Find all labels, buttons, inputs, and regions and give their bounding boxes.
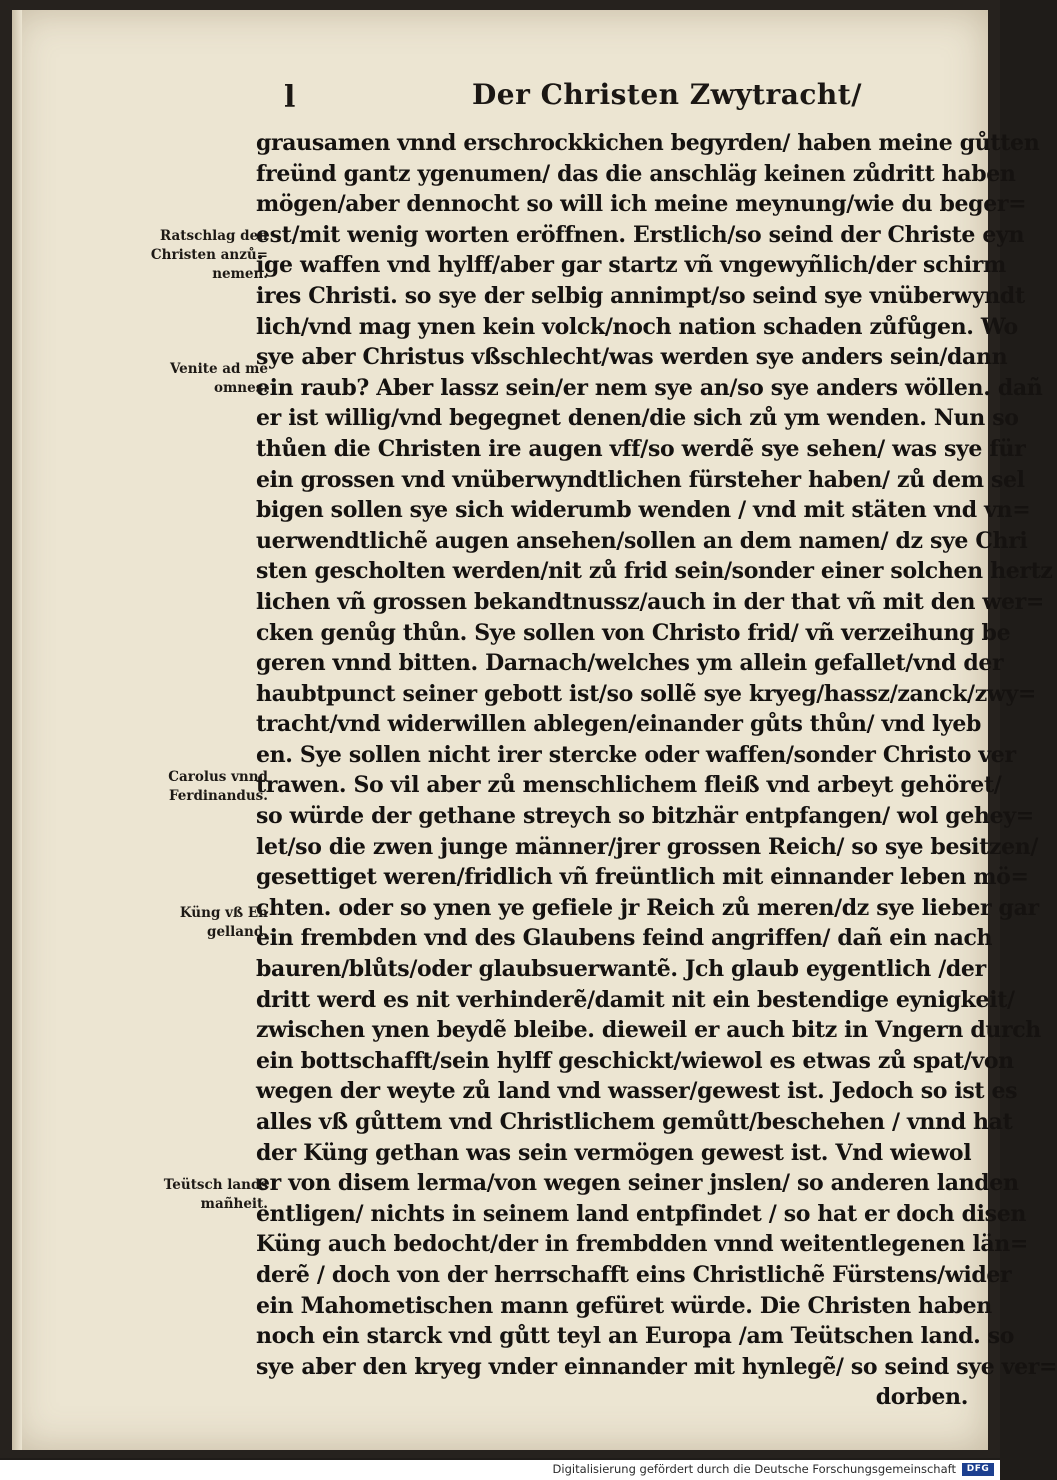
text-line: so würde der gethane streych so bitzhär entpfangen/ wol gehey=: [256, 803, 1034, 830]
text-line: ein Mahometischen mann gefüret würde. Die Christen haben: [256, 1292, 992, 1319]
text-line: let/so die zwen junge männer/jrer grossen Reich/ so sye besitzen/: [256, 833, 1039, 860]
text-line: geren vnnd bitten. Darnach/welches ym allein gefallet/vnd der: [256, 650, 1004, 677]
text-line: der Küng gethan was sein vermögen gewest ist. Vnd wiewol: [256, 1139, 972, 1166]
folio-number: l: [284, 80, 296, 115]
text-line: est/mit wenig worten eröffnen. Erstlich/so seind der Christe eyn: [256, 221, 1025, 248]
text-line: er ist willig/vnd begegnet denen/die sich zů ym wenden. Nun so: [256, 405, 1019, 432]
funding-credit: Digitalisierung gefördert durch die Deutsche Forschungsgemeinschaft: [552, 1462, 956, 1476]
text-line: haubtpunct seiner gebott ist/so sollẽ sye kryeg/hassz/zanck/zwy=: [256, 680, 1036, 707]
text-line: zwischen ynen beydẽ bleibe. dieweil er auch bitz in Vngern durch: [256, 1017, 1041, 1044]
text-line: ires Christi. so sye der selbig annimpt/so seind sye vnüberwyndt: [256, 282, 1025, 309]
text-line: wegen der weyte zů land vnd wasser/gewest ist. Jedoch so ist es: [256, 1078, 1018, 1105]
text-line: lichen vñ grossen bekandtnussz/auch in der that vñ mit den wer=: [256, 588, 1044, 615]
text-line: cken genůg thůn. Sye sollen von Christo frid/ vñ verzeihung be: [256, 619, 1011, 646]
text-line: tracht/vnd widerwillen ablegen/einander gůts thůn/ vnd lyeb: [256, 711, 982, 738]
dfg-logo: DFG: [962, 1463, 994, 1476]
marginal-note: [108, 904, 268, 942]
text-line: ein grossen vnd vnüberwyndtlichen fürsteher haben/ zů dem sel: [256, 466, 1025, 493]
marginal-note: [108, 227, 268, 284]
marginal-note-line: Teütsch lands: [163, 1177, 268, 1193]
text-line-final: dorben.: [875, 1384, 968, 1411]
text-line: noch ein starck vnd gůtt teyl an Europa /am Teütschen land. so: [256, 1323, 1015, 1350]
text-line: sten gescholten werden/nit zů frid sein/sonder einer solchen hertz: [256, 558, 1053, 585]
text-line: alles vß gůttem vnd Christlichem gemůtt/beschehen / vnnd hat: [256, 1109, 1013, 1135]
marginal-note-line: Ratschlag den: [159, 228, 268, 244]
page-gutter-shadow: [12, 10, 22, 1450]
text-line: bauren/blůts/oder glaubsuerwantẽ. Jch glaub eygentlich /der: [256, 956, 986, 983]
text-line: mögen/aber dennocht so will ich meine meynung/wie du beger=: [256, 191, 1027, 218]
marginal-note-line: Carolus vnnd: [168, 769, 268, 785]
marginal-note-line: Venite ad me: [169, 361, 268, 377]
body-text: [256, 128, 1057, 1413]
text-line: Küng auch bedocht/der in frembdden vnnd weitentlegenen län=: [256, 1231, 1028, 1258]
marginal-note-line: Christen anzů=: [150, 247, 268, 263]
text-line: dritt werd es nit verhinderẽ/damit nit ein bestendige eynigkeit/: [256, 986, 1015, 1013]
text-line: grausamen vnnd erschrockkichen begyrden/ haben meine gůtten: [256, 130, 1040, 156]
text-line: ige waffen vnd hylff/aber gar startz vñ vngewyñlich/der schirm: [256, 252, 1006, 279]
text-line: derẽ / doch von der herrschafft eins Christlichẽ Fürstens/wider: [256, 1261, 1012, 1288]
text-line: freünd gantz ygenumen/ das die anschläg keinen zůdritt haben: [256, 160, 1016, 187]
text-line: entligen/ nichts in seinem land entpfindet / so hat er doch disen: [256, 1200, 1026, 1227]
marginal-note-line: Ferdinandus.: [168, 788, 268, 804]
marginal-note-line: gelland.: [207, 924, 268, 940]
text-line: er von disem lerma/von wegen seiner jnslen/ so anderen landen: [256, 1170, 1019, 1197]
text-line: trawen. So vil aber zů menschlichem fleiß vnd arbeyt gehöret/: [256, 772, 1002, 799]
marginal-note: [108, 768, 268, 806]
text-line: sye aber Christus vßschlecht/was werden sye anders sein/dann: [256, 344, 1008, 371]
marginal-note: [108, 1176, 268, 1214]
text-line: ein bottschafft/sein hylff geschickt/wiewol es etwas zů spat/von: [256, 1047, 1014, 1074]
text-line: en. Sye sollen nicht irer stercke oder waffen/sonder Christo ver: [256, 741, 1016, 768]
marginal-note: [108, 360, 268, 398]
text-line: chten. oder so ynen ye gefiele jr Reich zů meren/dz sye lieber gar: [256, 894, 1039, 921]
marginal-note-line: omnes.: [214, 380, 268, 396]
marginal-note-line: Küng vß En: [179, 905, 268, 921]
text-line: ein raub? Aber lassz sein/er nem sye an/so sye anders wöllen. dañ: [256, 374, 1043, 401]
text-line: sye aber den kryeg vnder einnander mit hynlegẽ/ so seind sye ver=: [256, 1353, 1057, 1380]
text-line: uerwendtlichẽ augen ansehen/sollen an dem namen/ dz sye Chri: [256, 527, 1028, 554]
marginal-note-line: mañheit.: [200, 1196, 268, 1212]
text-line: ein frembden vnd des Glaubens feind angriffen/ dañ ein nach: [256, 925, 993, 952]
running-head: Der Christen Zwytracht/: [472, 78, 862, 111]
text-line: gesettiget weren/fridlich vñ freüntlich mit einnander leben mö=: [256, 864, 1029, 891]
text-line: lich/vnd mag ynen kein volck/noch nation schaden zůfůgen. Wo: [256, 313, 1018, 340]
marginal-note-line: nemen.: [212, 266, 268, 282]
text-line: bigen sollen sye sich widerumb wenden / vnd mit stäten vnd vn=: [256, 497, 1031, 524]
text-line: thůen die Christen ire augen vff/so werdẽ sye sehen/ was sye für: [256, 435, 1026, 462]
